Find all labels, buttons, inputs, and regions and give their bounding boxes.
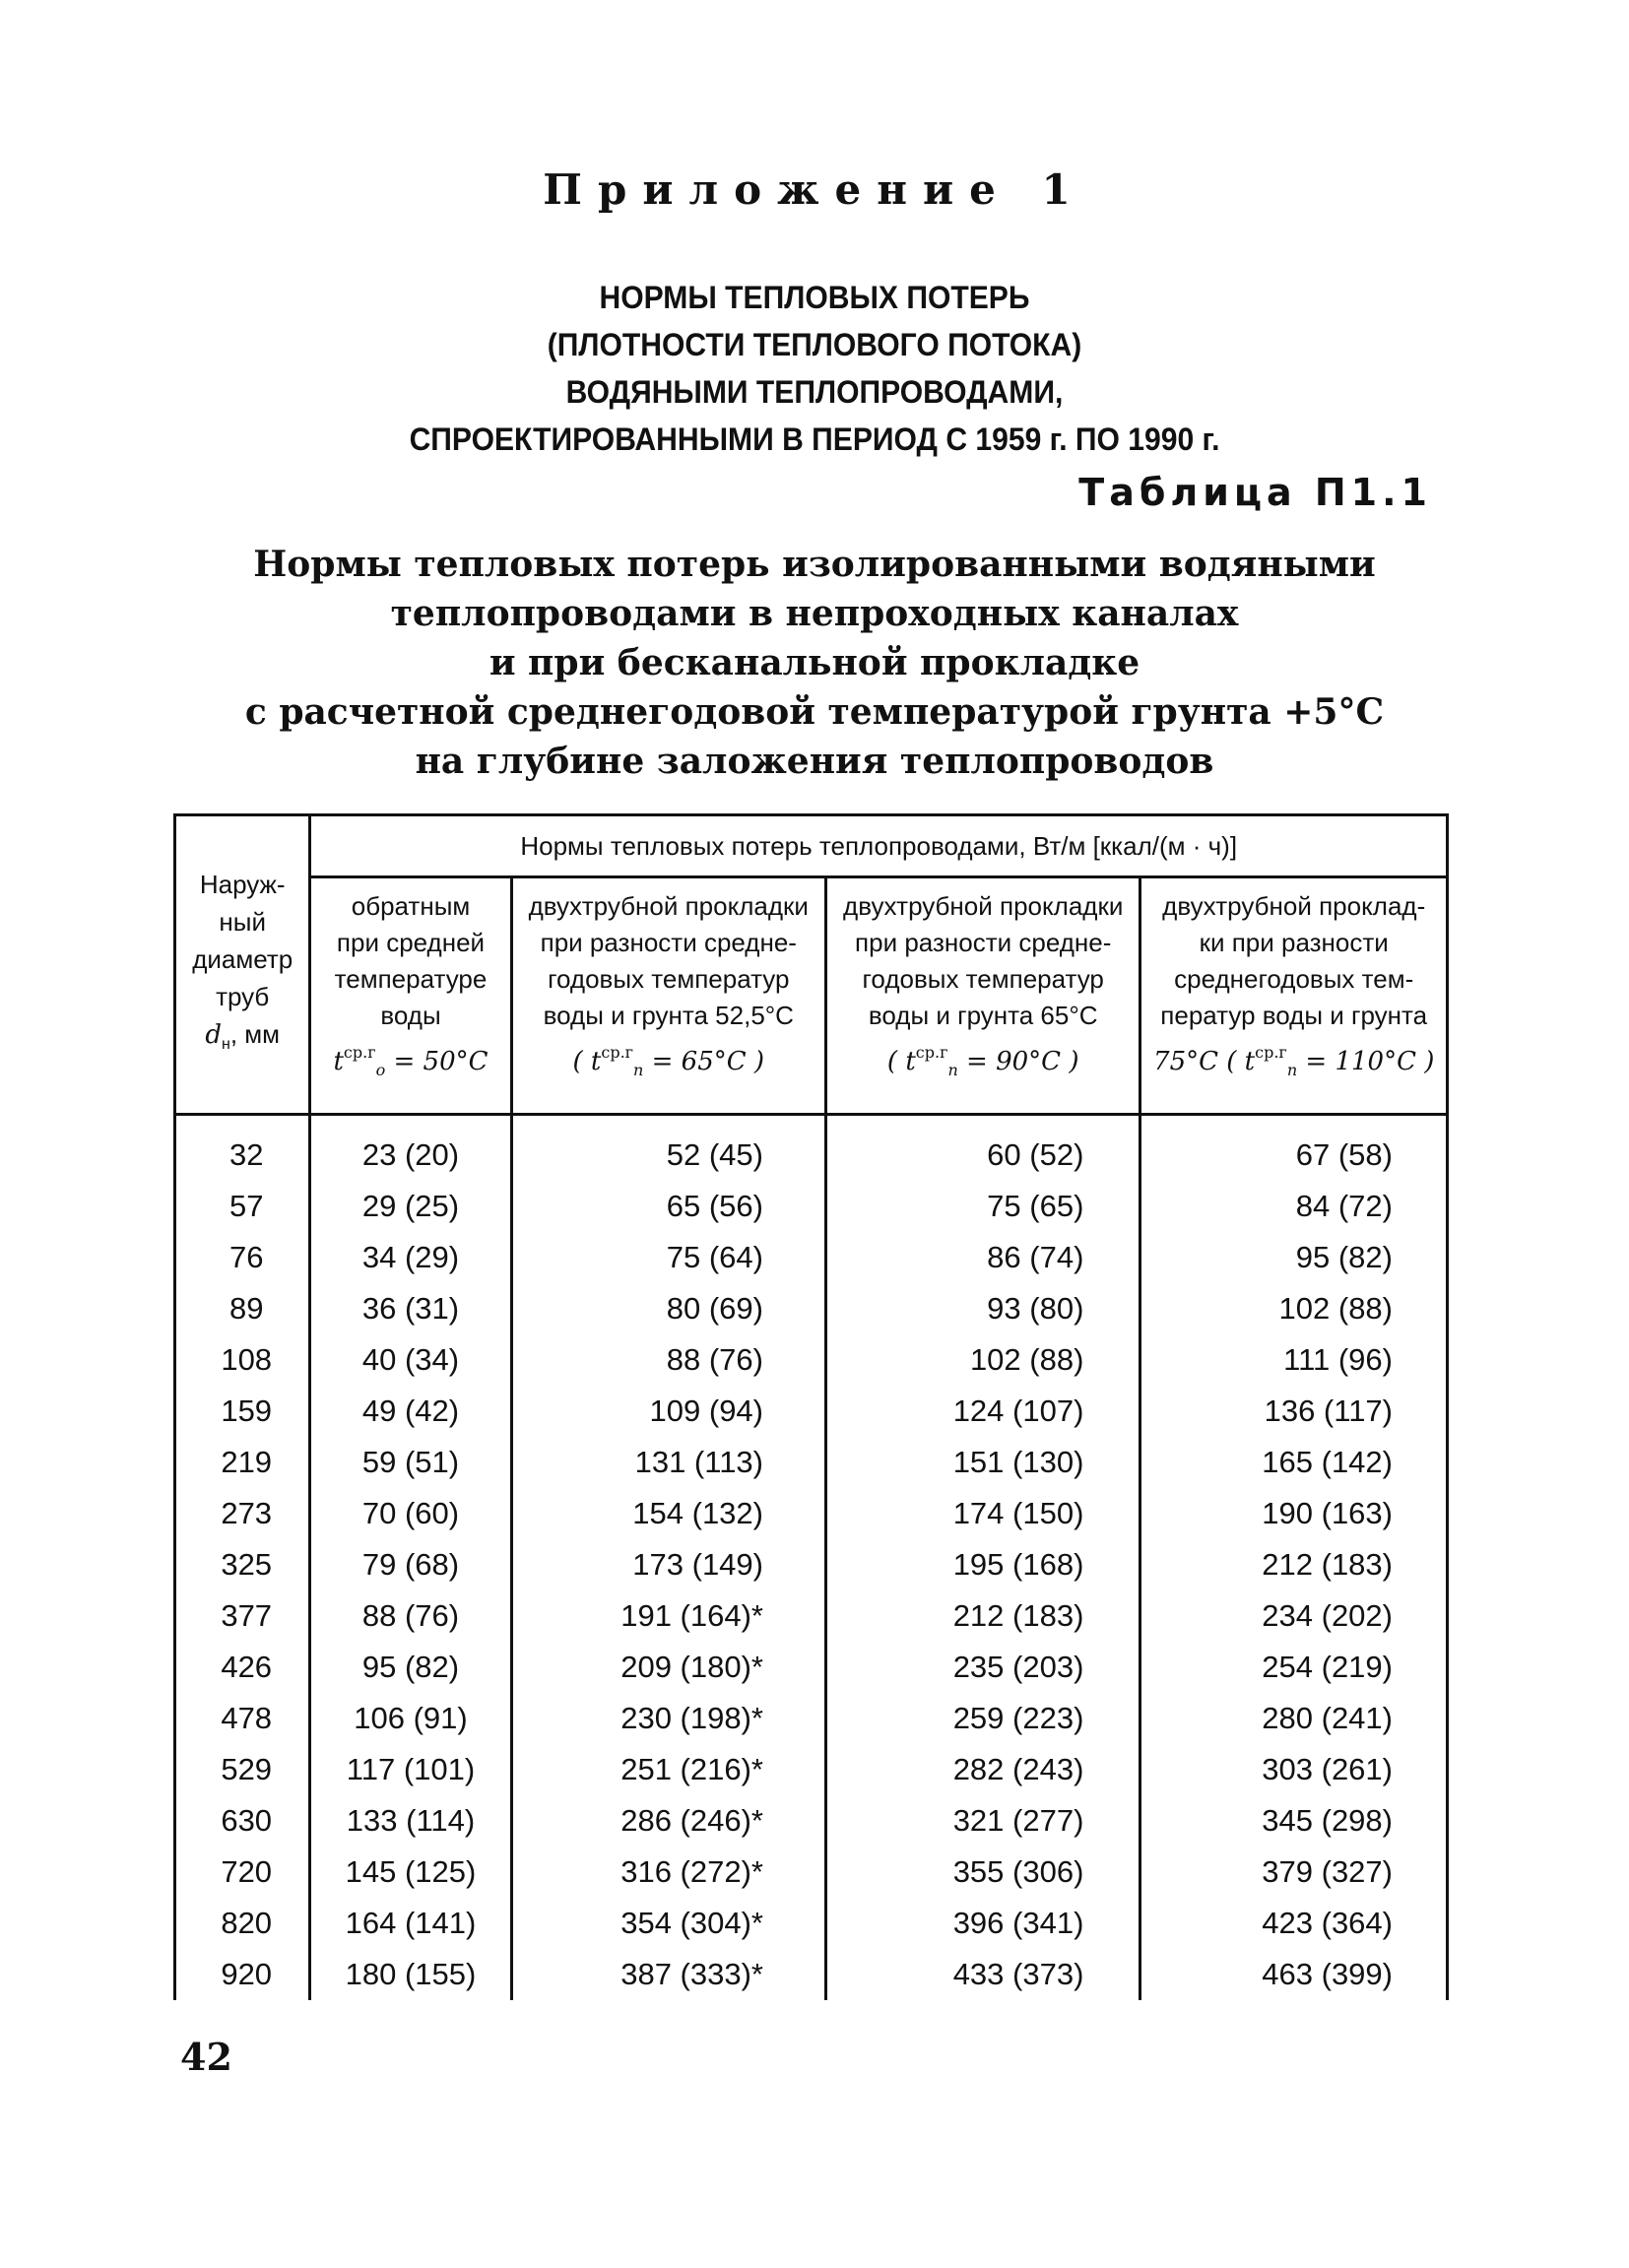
cell-diameter: 219 [175,1437,310,1488]
cell-two-pipe-65: 102 (88) [826,1334,1140,1386]
heat-loss-group-header: Нормы тепловых потерь теплопроводами, Вт/м [ккал/(м · ч)] [310,815,1448,877]
cell-diameter: 529 [175,1744,310,1795]
table-row [175,1181,1448,1232]
cell-two-pipe-75: 67 (58) [1140,1115,1448,1182]
table-row [175,1386,1448,1437]
table-subtitle [0,540,1629,786]
cell-two-pipe-65: 396 (341) [826,1898,1140,1949]
table-row [175,1590,1448,1642]
cell-two-pipe-65: 86 (74) [826,1232,1140,1283]
cell-return: 133 (114) [310,1795,511,1847]
cell-two-pipe-52: 230 (198)* [511,1693,825,1744]
cell-two-pipe-65: 259 (223) [826,1693,1140,1744]
cell-two-pipe-65: 355 (306) [826,1847,1140,1898]
cell-return: 36 (31) [310,1283,511,1334]
cell-two-pipe-52: 88 (76) [511,1334,825,1386]
cell-two-pipe-52: 80 (69) [511,1283,825,1334]
table-row [175,1437,1448,1488]
cell-two-pipe-65: 235 (203) [826,1642,1140,1693]
cell-two-pipe-52: 109 (94) [511,1386,825,1437]
table-row [175,1539,1448,1590]
column-header-return: обратным при средней температуре воды $t^{ср.г}_о = 50^\circ С$ [310,877,511,1115]
cell-diameter: 57 [175,1181,310,1232]
temperature-formula: ( $t^{ср.г}_п = 65^\circ С$ ) [572,1043,765,1079]
table-row [175,1847,1448,1898]
cell-two-pipe-52: 131 (113) [511,1437,825,1488]
table-row [175,1115,1448,1182]
temperature-formula: 75°С ( $t^{ср.г}_п = 110^\circ С$ ) [1153,1043,1435,1079]
cell-return: 145 (125) [310,1847,511,1898]
cell-two-pipe-52: 52 (45) [511,1115,825,1182]
heat-loss-norms-table [173,813,1449,2000]
cell-return: 106 (91) [310,1693,511,1744]
table-row [175,1898,1448,1949]
cell-return: 117 (101) [310,1744,511,1795]
cell-diameter: 273 [175,1488,310,1539]
cell-diameter: 720 [175,1847,310,1898]
cell-two-pipe-65: 60 (52) [826,1115,1140,1182]
cell-two-pipe-52: 387 (333)* [511,1949,825,2000]
table-row [175,1642,1448,1693]
cell-two-pipe-75: 111 (96) [1140,1334,1448,1386]
cell-diameter: 820 [175,1898,310,1949]
page-number: 42 [180,2035,232,2079]
table-body [175,1115,1448,2001]
cell-two-pipe-52: 209 (180)* [511,1642,825,1693]
subtitle-line: с расчетной среднегодовой температурой грунта +5°С [244,691,1385,733]
column-header-two-pipe-75: двухтрубной проклад- ки при разности среднегодовых тем- ператур воды и грунта 75°С ( $t^{ср.г}_п = 110^\circ С$ ) [1140,877,1448,1115]
cell-return: 23 (20) [310,1115,511,1182]
cell-two-pipe-75: 423 (364) [1140,1898,1448,1949]
table-row [175,1283,1448,1334]
cell-return: 88 (76) [310,1590,511,1642]
cell-return: 70 (60) [310,1488,511,1539]
cell-two-pipe-52: 75 (64) [511,1232,825,1283]
cell-return: 34 (29) [310,1232,511,1283]
table-label: Таблица П1.1 [1078,471,1432,514]
cell-two-pipe-65: 212 (183) [826,1590,1140,1642]
temperature-formula: ( $t^{ср.г}_п = 90^\circ С$ ) [886,1043,1079,1079]
cell-two-pipe-75: 84 (72) [1140,1181,1448,1232]
cell-two-pipe-52: 191 (164)* [511,1590,825,1642]
cell-return: 40 (34) [310,1334,511,1386]
cell-two-pipe-65: 75 (65) [826,1181,1140,1232]
cell-return: 180 (155) [310,1949,511,2000]
table-row [175,1744,1448,1795]
caps-title-line: ВОДЯНЫМИ ТЕПЛОПРОВОДАМИ, [565,374,1064,410]
table-row [175,1795,1448,1847]
cell-two-pipe-75: 95 (82) [1140,1232,1448,1283]
caps-title [49,274,1581,463]
diameter-column-header: Наруж- ный диаметр труб $d_н$, мм [175,815,310,1115]
cell-diameter: 630 [175,1795,310,1847]
temperature-formula: $t^{ср.г}_о = 50^\circ С$ [333,1043,489,1079]
cell-diameter: 159 [175,1386,310,1437]
cell-two-pipe-65: 174 (150) [826,1488,1140,1539]
cell-two-pipe-52: 251 (216)* [511,1744,825,1795]
cell-two-pipe-75: 345 (298) [1140,1795,1448,1847]
appendix-heading: Приложение 1 [543,165,1086,214]
cell-return: 95 (82) [310,1642,511,1693]
column-header-two-pipe-52: двухтрубной прокладки при разности средне- годовых температур воды и грунта 52,5°С ( $t^{ср.г}_п = 65^\circ С$ ) [511,877,825,1115]
cell-two-pipe-75: 303 (261) [1140,1744,1448,1795]
caps-title-line: НОРМЫ ТЕПЛОВЫХ ПОТЕРЬ [599,280,1030,315]
subtitle-line: Нормы тепловых потерь изолированными водяными [253,544,1376,585]
cell-two-pipe-65: 124 (107) [826,1386,1140,1437]
cell-two-pipe-75: 165 (142) [1140,1437,1448,1488]
caps-title-line: (ПЛОТНОСТИ ТЕПЛОВОГО ПОТОКА) [547,327,1082,362]
cell-two-pipe-65: 282 (243) [826,1744,1140,1795]
cell-two-pipe-65: 151 (130) [826,1437,1140,1488]
cell-diameter: 89 [175,1283,310,1334]
cell-return: 79 (68) [310,1539,511,1590]
cell-two-pipe-75: 136 (117) [1140,1386,1448,1437]
table-row [175,1949,1448,2000]
cell-two-pipe-65: 195 (168) [826,1539,1140,1590]
cell-two-pipe-52: 65 (56) [511,1181,825,1232]
subtitle-line: теплопроводами в непроходных каналах [390,593,1239,634]
cell-diameter: 426 [175,1642,310,1693]
column-header-two-pipe-65: двухтрубной прокладки при разности средне- годовых температур воды и грунта 65°С ( $t^{ср.г}_п = 90^\circ С$ ) [826,877,1140,1115]
cell-two-pipe-75: 212 (183) [1140,1539,1448,1590]
cell-two-pipe-52: 173 (149) [511,1539,825,1590]
table-row [175,1232,1448,1283]
cell-two-pipe-75: 234 (202) [1140,1590,1448,1642]
cell-diameter: 478 [175,1693,310,1744]
table-row [175,1488,1448,1539]
cell-two-pipe-52: 154 (132) [511,1488,825,1539]
cell-two-pipe-75: 254 (219) [1140,1642,1448,1693]
cell-two-pipe-52: 316 (272)* [511,1847,825,1898]
table-row [175,1334,1448,1386]
cell-two-pipe-65: 321 (277) [826,1795,1140,1847]
table-row [175,1693,1448,1744]
cell-two-pipe-65: 93 (80) [826,1283,1140,1334]
cell-diameter: 377 [175,1590,310,1642]
cell-return: 164 (141) [310,1898,511,1949]
caps-title-line: СПРОЕКТИРОВАННЫМИ В ПЕРИОД С 1959 г. ПО 1990 г. [409,421,1220,457]
cell-two-pipe-52: 354 (304)* [511,1898,825,1949]
cell-two-pipe-75: 190 (163) [1140,1488,1448,1539]
cell-return: 29 (25) [310,1181,511,1232]
cell-two-pipe-75: 102 (88) [1140,1283,1448,1334]
cell-return: 59 (51) [310,1437,511,1488]
cell-diameter: 76 [175,1232,310,1283]
cell-two-pipe-52: 286 (246)* [511,1795,825,1847]
cell-diameter: 325 [175,1539,310,1590]
cell-diameter: 920 [175,1949,310,2000]
cell-diameter: 32 [175,1115,310,1182]
subtitle-line: на глубине заложения теплопроводов [415,741,1214,782]
cell-two-pipe-75: 463 (399) [1140,1949,1448,2000]
cell-return: 49 (42) [310,1386,511,1437]
cell-diameter: 108 [175,1334,310,1386]
cell-two-pipe-65: 433 (373) [826,1949,1140,2000]
subtitle-line: и при бесканальной прокладке [489,642,1140,683]
cell-two-pipe-75: 280 (241) [1140,1693,1448,1744]
cell-two-pipe-75: 379 (327) [1140,1847,1448,1898]
